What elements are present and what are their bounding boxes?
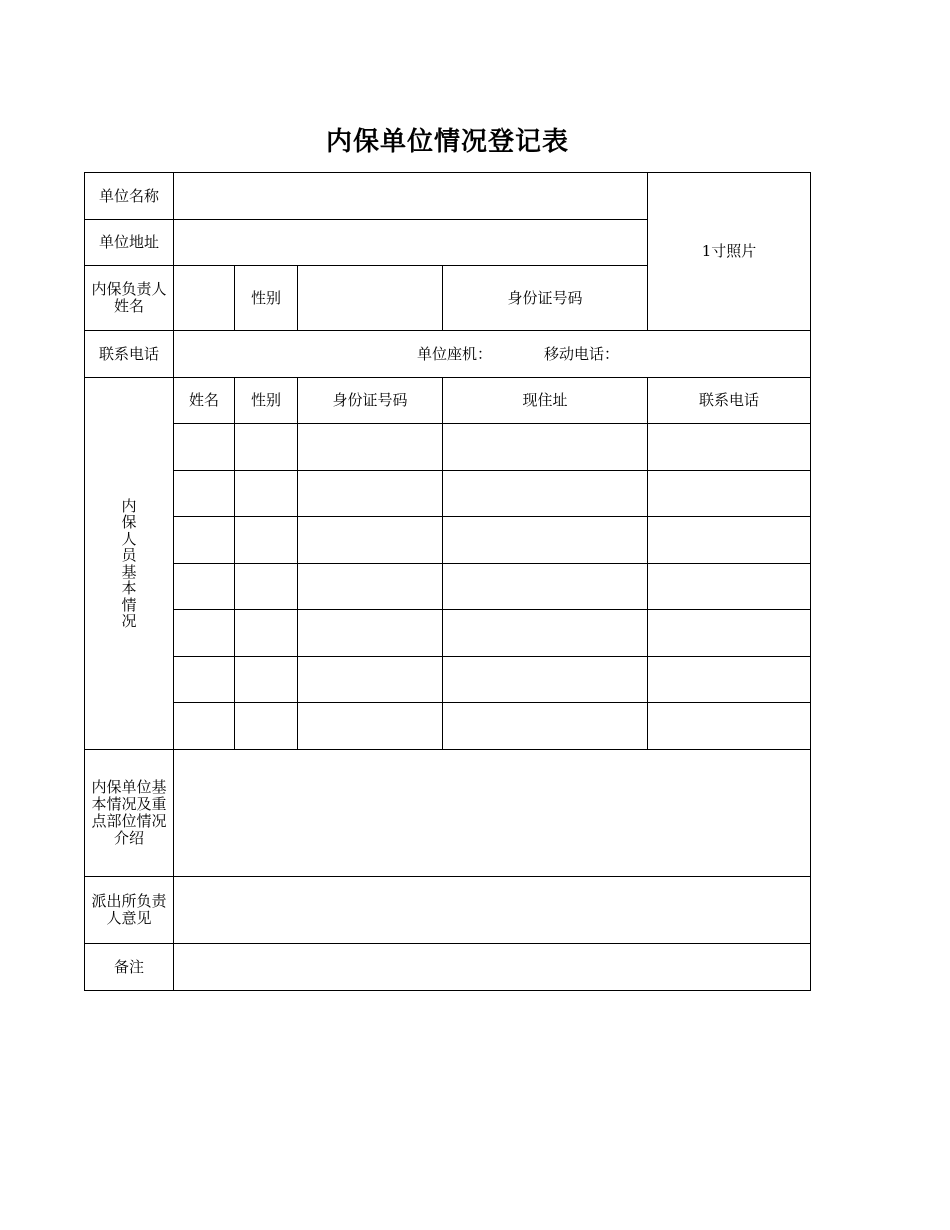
mobile-label: 移动电话： xyxy=(543,344,619,363)
unit-name-row xyxy=(85,173,811,220)
person-in-charge-name-field[interactable] xyxy=(174,266,235,331)
person-in-charge-gender-label: 性别 xyxy=(235,266,298,331)
unit-address-label: 单位地址 xyxy=(85,220,174,266)
staff-phone-cell[interactable] xyxy=(648,424,811,471)
staff-name-cell[interactable] xyxy=(174,424,235,471)
unit-address-field[interactable] xyxy=(174,220,648,266)
staff-id-cell[interactable] xyxy=(298,703,443,750)
staff-header-address: 现住址 xyxy=(443,378,648,424)
staff-gender-cell[interactable] xyxy=(235,471,298,517)
staff-id-cell[interactable] xyxy=(298,424,443,471)
staff-phone-cell[interactable] xyxy=(648,471,811,517)
staff-name-cell[interactable] xyxy=(174,471,235,517)
remarks-row xyxy=(85,944,811,991)
staff-phone-cell[interactable] xyxy=(648,610,811,657)
staff-phone-cell[interactable] xyxy=(648,517,811,564)
staff-id-cell[interactable] xyxy=(298,564,443,610)
staff-gender-cell[interactable] xyxy=(235,424,298,471)
staff-header-name: 姓名 xyxy=(174,378,235,424)
staff-name-cell[interactable] xyxy=(174,703,235,750)
person-in-charge-id-label: 身份证号码 xyxy=(443,266,648,331)
staff-row xyxy=(85,564,811,610)
police-opinion-field[interactable] xyxy=(174,877,811,944)
contact-phone-row xyxy=(85,331,811,378)
staff-address-cell[interactable] xyxy=(443,610,648,657)
staff-address-cell[interactable] xyxy=(443,657,648,703)
unit-name-field[interactable] xyxy=(174,173,648,220)
unit-intro-field[interactable] xyxy=(174,750,811,877)
person-in-charge-label-cell xyxy=(85,266,174,331)
unit-intro-label-cell xyxy=(85,750,174,877)
remarks-field[interactable] xyxy=(174,944,811,991)
staff-phone-cell[interactable] xyxy=(648,703,811,750)
staff-gender-cell[interactable] xyxy=(235,517,298,564)
staff-id-cell[interactable] xyxy=(298,517,443,564)
staff-address-cell[interactable] xyxy=(443,703,648,750)
contact-phone-label: 联系电话 xyxy=(85,331,174,378)
staff-header-phone: 联系电话 xyxy=(648,378,811,424)
staff-gender-cell[interactable] xyxy=(235,564,298,610)
registration-form xyxy=(84,172,811,991)
contact-phone-field[interactable] xyxy=(174,331,811,378)
unit-intro-label: 内保单位基本情况及重点部位情况介绍 xyxy=(91,778,167,847)
police-opinion-row xyxy=(85,877,811,944)
police-opinion-label: 派出所负责人意见 xyxy=(91,892,167,927)
form-title: 内保单位情况登记表 xyxy=(325,127,569,157)
staff-gender-cell[interactable] xyxy=(235,657,298,703)
staff-row xyxy=(85,657,811,703)
staff-header-id: 身份证号码 xyxy=(298,378,443,424)
staff-row xyxy=(85,424,811,471)
staff-header-row xyxy=(85,378,811,424)
staff-name-cell[interactable] xyxy=(174,657,235,703)
staff-name-cell[interactable] xyxy=(174,564,235,610)
staff-name-cell[interactable] xyxy=(174,610,235,657)
staff-section-label-cell xyxy=(85,378,174,750)
staff-name-cell[interactable] xyxy=(174,517,235,564)
staff-address-cell[interactable] xyxy=(443,517,648,564)
staff-header-gender: 性别 xyxy=(235,378,298,424)
staff-row xyxy=(85,517,811,564)
landline-label: 单位座机： xyxy=(416,344,492,363)
photo-label: 1寸照片 xyxy=(701,242,757,260)
staff-row xyxy=(85,610,811,657)
staff-id-cell[interactable] xyxy=(298,471,443,517)
staff-gender-cell[interactable] xyxy=(235,703,298,750)
photo-placeholder[interactable] xyxy=(648,173,811,331)
staff-row xyxy=(85,703,811,750)
staff-phone-cell[interactable] xyxy=(648,564,811,610)
person-in-charge-label: 内保负责人姓名 xyxy=(91,280,167,315)
remarks-label: 备注 xyxy=(85,944,174,991)
staff-address-cell[interactable] xyxy=(443,424,648,471)
staff-gender-cell[interactable] xyxy=(235,610,298,657)
staff-address-cell[interactable] xyxy=(443,471,648,517)
person-in-charge-gender-field[interactable] xyxy=(298,266,443,331)
staff-row xyxy=(85,471,811,517)
staff-id-cell[interactable] xyxy=(298,610,443,657)
unit-name-label: 单位名称 xyxy=(85,173,174,220)
staff-address-cell[interactable] xyxy=(443,564,648,610)
staff-phone-cell[interactable] xyxy=(648,657,811,703)
police-opinion-label-cell xyxy=(85,877,174,944)
staff-section-label: 内保人员基本情况 xyxy=(121,496,137,630)
staff-id-cell[interactable] xyxy=(298,657,443,703)
unit-intro-row xyxy=(85,750,811,877)
